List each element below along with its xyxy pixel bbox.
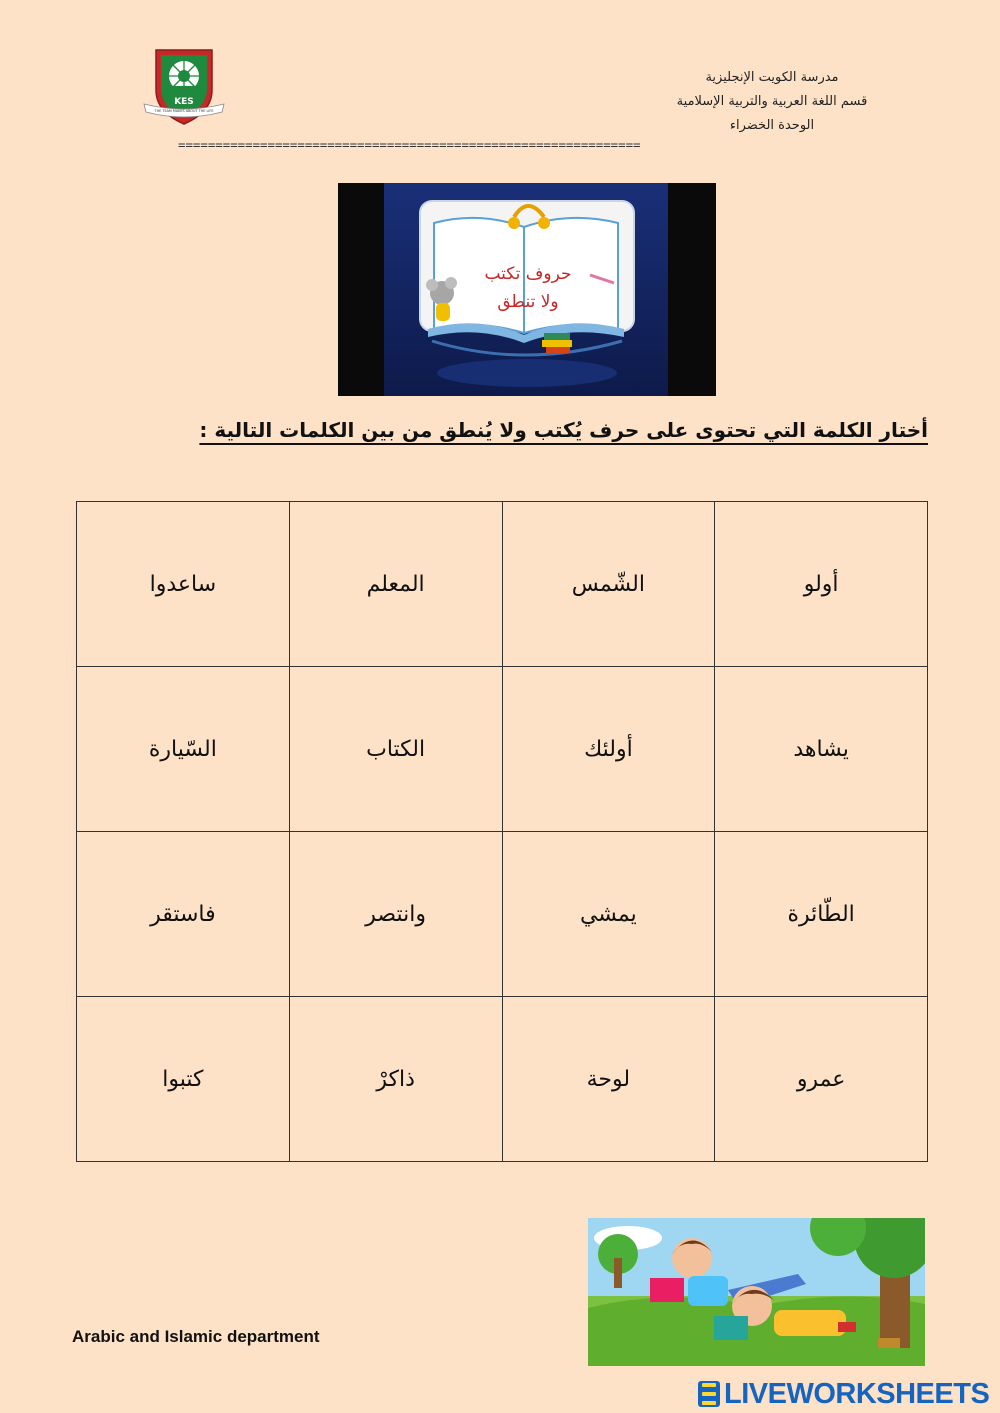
book-title-line2: ولا تنطق	[497, 292, 559, 312]
header-divider: ==============================================================	[178, 137, 641, 152]
word-cell[interactable]: الطّائرة	[715, 832, 928, 997]
school-header	[612, 66, 932, 138]
word-cell[interactable]: ساعدوا	[77, 502, 290, 667]
logo-text: KES	[174, 97, 194, 107]
grid-row	[77, 997, 928, 1162]
school-logo	[142, 46, 226, 126]
grid-row	[77, 832, 928, 997]
watermark-text: LIVEWORKSHEETS	[724, 1377, 990, 1410]
word-cell[interactable]: كتبوا	[77, 997, 290, 1162]
liveworksheets-watermark	[698, 1378, 989, 1410]
instruction-heading: أختار الكلمة التي تحتوى على حرف يُكتب ولا يُنطق من بين الكلمات التالية :	[199, 418, 928, 442]
book-illustration	[338, 183, 716, 396]
word-cell[interactable]: أولئك	[502, 667, 715, 832]
department-name: قسم اللغة العربية والتربية الإسلامية	[676, 94, 868, 109]
word-cell[interactable]: أولو	[715, 502, 928, 667]
grid-row	[77, 502, 928, 667]
school-name: مدرسة الكويت الإنجليزية	[705, 70, 839, 85]
word-cell[interactable]: يمشي	[502, 832, 715, 997]
word-cell[interactable]: لوحة	[502, 997, 715, 1162]
book-title-line1: حروف تكتب	[484, 264, 572, 284]
unit-name: الوحدة الخضراء	[729, 118, 815, 133]
liveworksheets-icon	[698, 1381, 720, 1407]
department-footer-label: Arabic and Islamic department	[72, 1327, 320, 1346]
word-cell[interactable]: فاستقر	[77, 832, 290, 997]
word-cell[interactable]: المعلم	[289, 502, 502, 667]
word-cell[interactable]: الكتاب	[289, 667, 502, 832]
grid-row	[77, 667, 928, 832]
word-cell[interactable]: ذاكرْ	[289, 997, 502, 1162]
word-cell[interactable]: وانتصر	[289, 832, 502, 997]
logo-motto: THE TEAM MAKES ABOUT THE LIFE	[154, 109, 214, 113]
word-cell[interactable]: يشاهد	[715, 667, 928, 832]
word-cell[interactable]: السّيارة	[77, 667, 290, 832]
kids-reading-illustration	[588, 1218, 925, 1366]
word-cell[interactable]: الشّمس	[502, 502, 715, 667]
word-grid	[76, 501, 928, 1162]
word-cell[interactable]: عمرو	[715, 997, 928, 1162]
